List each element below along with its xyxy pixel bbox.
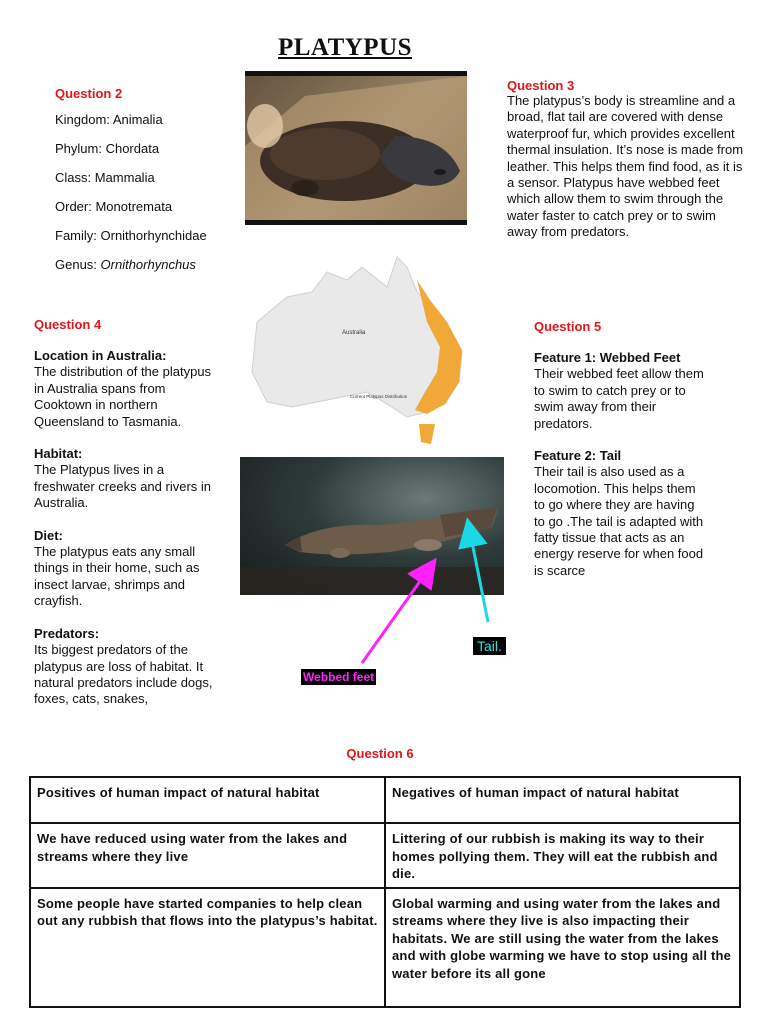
feature-1-block xyxy=(534,350,704,432)
question-2-section xyxy=(55,86,235,279)
predators-text: Its biggest predators of the platypus are loss of habitat. It natural predators include dogs, foxes, cats, snakes, xyxy=(34,642,213,707)
habitat-text: The Platypus lives in a freshwater creeks and rivers in Australia. xyxy=(34,462,212,511)
platypus-photo xyxy=(245,71,467,225)
question-4-section xyxy=(34,317,214,708)
kingdom: Kingdom: Animalia xyxy=(55,112,163,127)
feature-1-text: Their webbed feet allow them to swim to catch prey or to swim away from their predators. xyxy=(534,366,704,431)
feature-2-block xyxy=(534,448,704,579)
question-4-heading: Question 4 xyxy=(34,317,102,332)
positive-cell: We have reduced using water from the lakes and streams where they live xyxy=(30,823,385,888)
predators-block xyxy=(34,626,214,708)
diet-block xyxy=(34,528,214,610)
positive-cell: Some people have started companies to help clean out any rubbish that flows into the platypus’s habitat. xyxy=(30,888,385,1007)
question-5-heading: Question 5 xyxy=(534,319,602,334)
australia-map xyxy=(247,252,467,447)
map-legend: Current Platypus Distribution xyxy=(350,394,408,399)
predators-label: Predators: xyxy=(34,625,100,641)
diet-label: Diet: xyxy=(34,527,63,543)
header-positives: Positives of human impact of natural habitat xyxy=(30,777,385,823)
impact-table xyxy=(29,776,741,1008)
table-row xyxy=(30,823,740,888)
table-header-row xyxy=(30,777,740,823)
feature-1-label: Feature 1: Webbed Feet xyxy=(534,350,681,365)
tail-label: Tail. xyxy=(473,637,506,655)
feature-2-text: Their tail is also used as a locomotion. This helps them to go where they are having to go .The tail is adapted with fatty tissue that acts as an energy reserve for when food is scarce xyxy=(534,464,704,578)
question-3-text: The platypus’s body is streamline and a broad, flat tail are covered with dense waterproof fur, which provides excellent thermal insulation. It’s nose is made from leather. This helps them find food, as it is a sensor. Platypus have webbed feet which allow them to swim through the water faster to catch prey or to swim away from predators. xyxy=(507,93,744,240)
question-3-section xyxy=(507,78,747,241)
question-2-heading: Question 2 xyxy=(55,86,123,101)
location-label: Location in Australia: xyxy=(34,348,167,363)
genus-value: Ornithorhynchus xyxy=(100,257,196,272)
habitat-label: Habitat: xyxy=(34,446,83,462)
genus xyxy=(55,250,235,279)
order: Order: Monotremata xyxy=(55,199,173,214)
question-5-section xyxy=(534,319,704,579)
negative-cell: Global warming and using water from the lakes and streams where they live is also impacting their habitats. We are still using the water from the lakes and with globe warming we have to stop using all the water before its all gone xyxy=(385,888,740,1007)
habitat-block xyxy=(34,446,214,512)
diet-text: The platypus eats any small things in their home, such as insect larvae, shrimps and crayfish. xyxy=(34,544,200,609)
platypus-photo-art xyxy=(245,76,467,220)
feature-2-label: Feature 2: Tail xyxy=(534,448,622,464)
table-row xyxy=(30,888,740,1007)
swimming-platypus-photo xyxy=(240,457,504,595)
question-3-heading: Question 3 xyxy=(507,78,575,93)
australia-map-art xyxy=(247,252,467,447)
question-6-heading: Question 6 xyxy=(346,746,414,761)
phylum: Phylum: Chordata xyxy=(55,141,160,156)
class: Class: Mammalia xyxy=(55,170,155,185)
negative-cell: Littering of our rubbish is making its way to their homes pollying them. They will eat the rubbish and die. xyxy=(385,823,740,888)
header-negatives: Negatives of human impact of natural habitat xyxy=(385,777,740,823)
taxonomy-list xyxy=(55,105,235,279)
page-title: PLATYPUS xyxy=(277,34,413,61)
swimming-platypus-art xyxy=(240,457,504,595)
map-country-label: Australia xyxy=(342,330,366,336)
family: Family: Ornithorhynchidae xyxy=(55,228,207,243)
genus-label: Genus: xyxy=(55,257,101,272)
location-block xyxy=(34,348,214,430)
tasmania-range xyxy=(419,424,435,444)
location-text: The distribution of the platypus in Australia spans from Cooktown in northern Queensland to Tasmania. xyxy=(34,364,212,429)
webbed-feet-label: Webbed feet xyxy=(303,670,375,684)
